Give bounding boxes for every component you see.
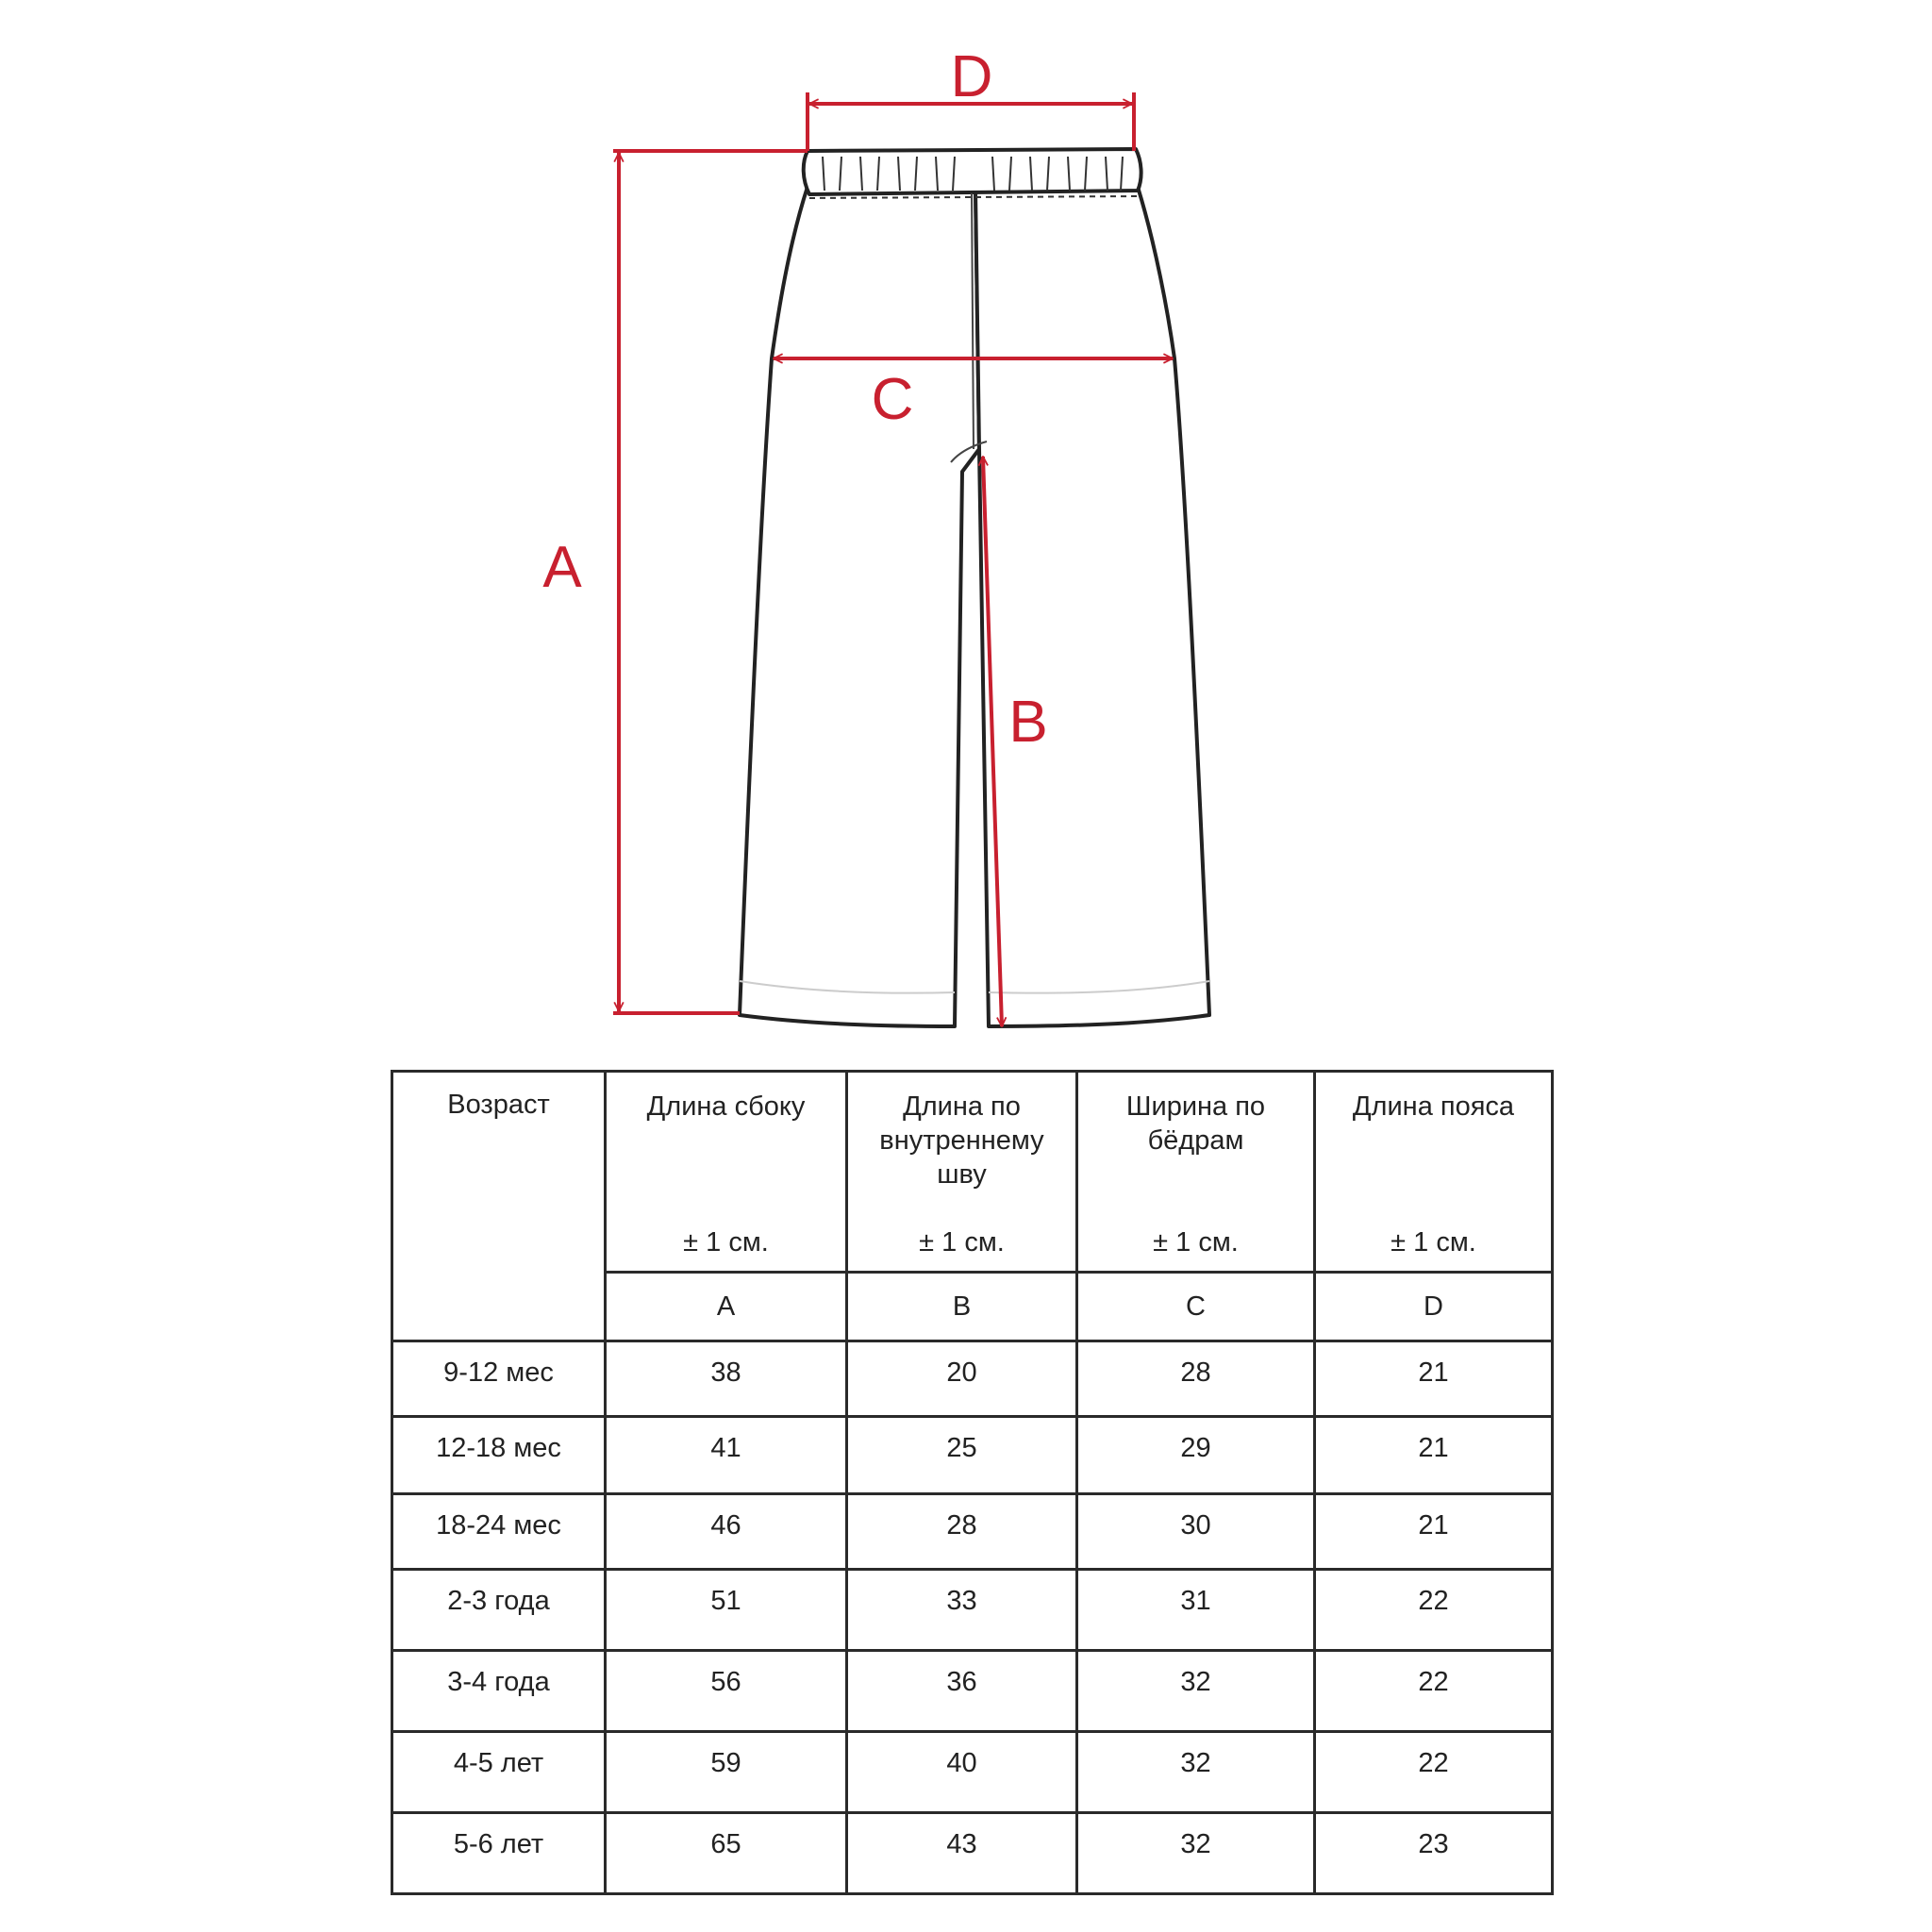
column-header-line: Длина сбоку	[646, 1091, 806, 1122]
age-header-cell	[392, 1072, 606, 1341]
pants-left-leg	[740, 187, 979, 1026]
pants-outline	[740, 149, 1209, 1026]
value-cell: 46	[606, 1494, 847, 1570]
value-cell: 22	[1315, 1651, 1553, 1732]
dimension-d-label: D	[950, 44, 993, 109]
column-letter: A	[606, 1273, 847, 1341]
value-cell: 21	[1315, 1494, 1553, 1570]
waistband	[804, 149, 1141, 194]
column-tolerance: ± 1 см.	[919, 1227, 1005, 1257]
dimension-a-label: A	[542, 535, 582, 600]
value-cell: 30	[1077, 1494, 1315, 1570]
value-cell: 32	[1077, 1651, 1315, 1732]
table-row	[392, 1417, 1553, 1494]
value-cell: 31	[1077, 1570, 1315, 1651]
age-cell: 9-12 мес	[392, 1341, 606, 1417]
value-cell: 29	[1077, 1417, 1315, 1494]
table-row	[392, 1570, 1553, 1651]
column-header-line: бёдрам	[1147, 1125, 1244, 1156]
column-letter: B	[847, 1273, 1077, 1341]
table-header-row	[392, 1072, 1553, 1273]
column-header-title	[848, 1073, 1075, 1225]
age-cell: 12-18 мес	[392, 1417, 606, 1494]
column-header-cell	[847, 1072, 1077, 1273]
dimension-b-label: B	[1008, 690, 1048, 755]
column-header-cell	[1315, 1072, 1553, 1273]
column-header-title	[607, 1073, 845, 1225]
value-cell: 28	[1077, 1341, 1315, 1417]
age-cell: 5-6 лет	[392, 1813, 606, 1894]
age-cell: 18-24 мес	[392, 1494, 606, 1570]
value-cell: 21	[1315, 1417, 1553, 1494]
column-tolerance: ± 1 см.	[683, 1227, 769, 1257]
age-header: Возраст	[447, 1090, 550, 1120]
size-chart-table	[391, 1070, 1554, 1895]
column-letter: C	[1077, 1273, 1315, 1341]
column-tolerance: ± 1 см.	[1153, 1227, 1239, 1257]
age-cell: 4-5 лет	[392, 1732, 606, 1813]
value-cell: 21	[1315, 1341, 1553, 1417]
table-row	[392, 1494, 1553, 1570]
age-cell: 2-3 года	[392, 1570, 606, 1651]
value-cell: 38	[606, 1341, 847, 1417]
column-header-cell	[606, 1072, 847, 1273]
column-header-line: Длина по	[903, 1091, 1021, 1122]
column-header-line: шву	[937, 1159, 987, 1190]
value-cell: 56	[606, 1651, 847, 1732]
value-cell: 51	[606, 1570, 847, 1651]
value-cell: 32	[1077, 1813, 1315, 1894]
value-cell: 59	[606, 1732, 847, 1813]
value-cell: 33	[847, 1570, 1077, 1651]
value-cell: 41	[606, 1417, 847, 1494]
column-header-line: Длина пояса	[1352, 1091, 1515, 1122]
value-cell: 20	[847, 1341, 1077, 1417]
column-header-title	[1316, 1073, 1551, 1225]
column-header-cell	[1077, 1072, 1315, 1273]
size-chart-body	[392, 1072, 1553, 1894]
value-cell: 23	[1315, 1813, 1553, 1894]
table-row	[392, 1813, 1553, 1894]
column-header-title	[1078, 1073, 1313, 1225]
pants-right-leg	[975, 187, 1209, 1026]
value-cell: 22	[1315, 1732, 1553, 1813]
value-cell: 32	[1077, 1732, 1315, 1813]
age-cell: 3-4 года	[392, 1651, 606, 1732]
value-cell: 22	[1315, 1570, 1553, 1651]
table-row	[392, 1341, 1553, 1417]
table-row	[392, 1732, 1553, 1813]
column-header-line: Ширина по	[1125, 1091, 1266, 1122]
value-cell: 25	[847, 1417, 1077, 1494]
table-row	[392, 1651, 1553, 1732]
value-cell: 40	[847, 1732, 1077, 1813]
value-cell: 65	[606, 1813, 847, 1894]
value-cell: 28	[847, 1494, 1077, 1570]
dimension-c-label: C	[871, 367, 914, 432]
value-cell: 43	[847, 1813, 1077, 1894]
column-letter: D	[1315, 1273, 1553, 1341]
column-header-line: внутреннему	[879, 1125, 1044, 1156]
value-cell: 36	[847, 1651, 1077, 1732]
column-tolerance: ± 1 см.	[1391, 1227, 1476, 1257]
